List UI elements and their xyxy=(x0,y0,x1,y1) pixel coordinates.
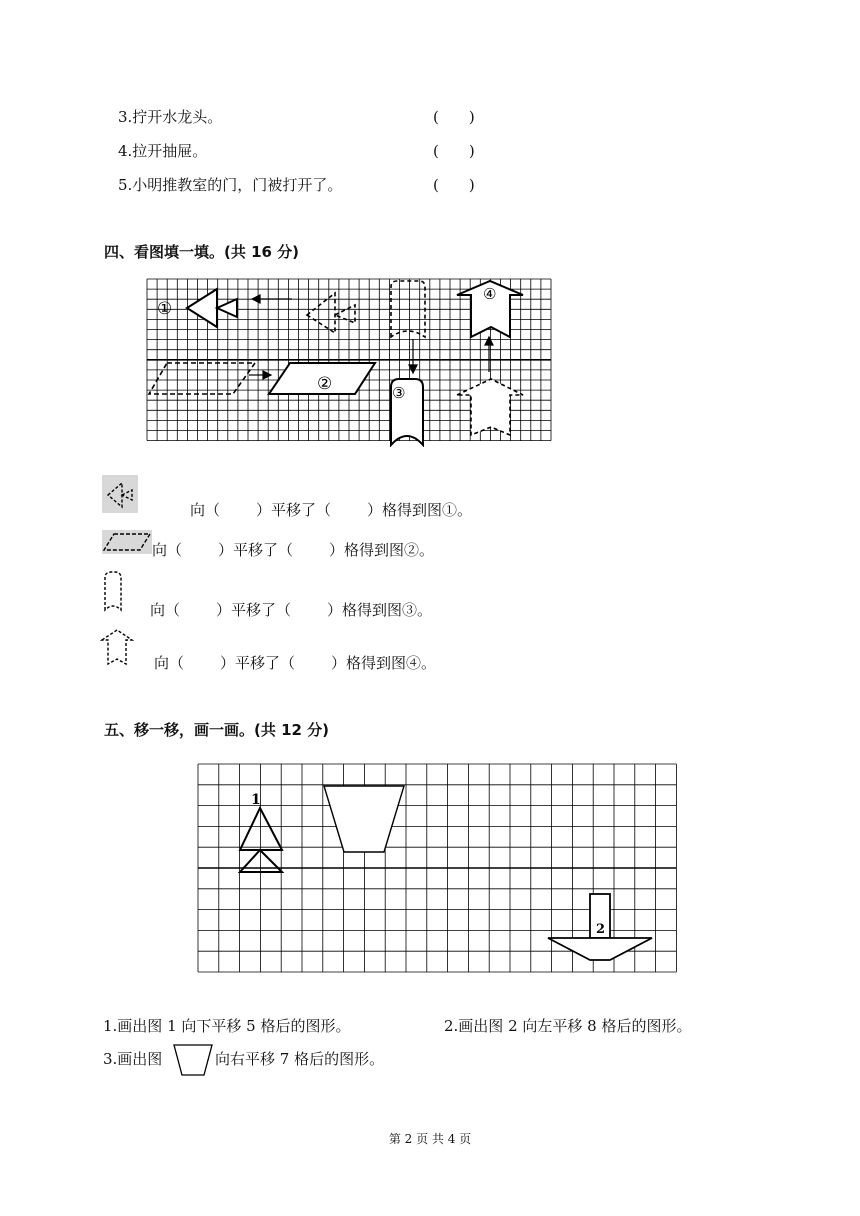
trapezoid-shape xyxy=(324,786,404,852)
dashed-arrow-thumbnail xyxy=(102,475,138,513)
task-3-start: 3.画出图 xyxy=(103,1050,163,1068)
question-item-5: 5.小明推教室的门，门被打开了。 xyxy=(118,176,343,194)
fill-line-3: 向（ ）平移了（ ）格得到图③。 xyxy=(150,601,433,619)
section-5-heading: 五、移一移，画一画。(共 12 分) xyxy=(104,721,330,739)
arrow-right-icon xyxy=(249,371,271,379)
figure-1-tree xyxy=(240,808,282,872)
question-item-3: 3.拧开水龙头。 xyxy=(118,108,223,126)
answer-blank-3[interactable]: ( ) xyxy=(433,108,475,126)
section-4-heading: 四、看图填一填。(共 16 分) xyxy=(104,243,300,261)
fill-line-2: 向（ ）平移了（ ）格得到图②。 xyxy=(152,541,435,559)
arrow-down-icon xyxy=(409,339,417,373)
answer-blank-5[interactable]: ( ) xyxy=(433,176,475,194)
dashed-house-shape xyxy=(457,379,523,435)
translation-grid-figure xyxy=(145,277,555,447)
fill-line-1: 向（ ）平移了（ ）格得到图①。 xyxy=(190,501,473,519)
drawing-grid xyxy=(196,762,680,982)
figure-4-label: ④ xyxy=(483,285,497,303)
answer-blank-4[interactable]: ( ) xyxy=(433,142,475,160)
figure-2-label: ② xyxy=(317,374,333,394)
question-item-4: 4.拉开抽屉。 xyxy=(118,142,208,160)
trapezoid-inline-icon xyxy=(172,1043,214,1077)
task-1: 1.画出图 1 向下平移 5 格后的图形。 xyxy=(103,1017,351,1035)
shape-2-label: 2 xyxy=(596,922,606,937)
arrow-up-icon xyxy=(485,337,493,372)
dashed-house-thumbnail xyxy=(100,628,134,668)
figure-1-label: ① xyxy=(157,299,173,319)
page-footer: 第 2 页 共 4 页 xyxy=(388,1132,472,1146)
dashed-parallelogram-thumbnail xyxy=(102,530,152,554)
task-2: 2.画出图 2 向左平移 8 格后的图形。 xyxy=(444,1017,692,1035)
shape-1-label: 1 xyxy=(251,792,261,808)
task-3-end: 向右平移 7 格后的图形。 xyxy=(215,1050,385,1068)
fill-line-4: 向（ ）平移了（ ）格得到图④。 xyxy=(154,654,437,672)
arrow-left-icon xyxy=(252,295,292,303)
figure-1-arrow xyxy=(187,289,237,327)
figure-3-label: ③ xyxy=(392,384,406,402)
dashed-parallelogram-shape xyxy=(149,363,255,394)
dashed-arch-thumbnail xyxy=(102,570,124,614)
